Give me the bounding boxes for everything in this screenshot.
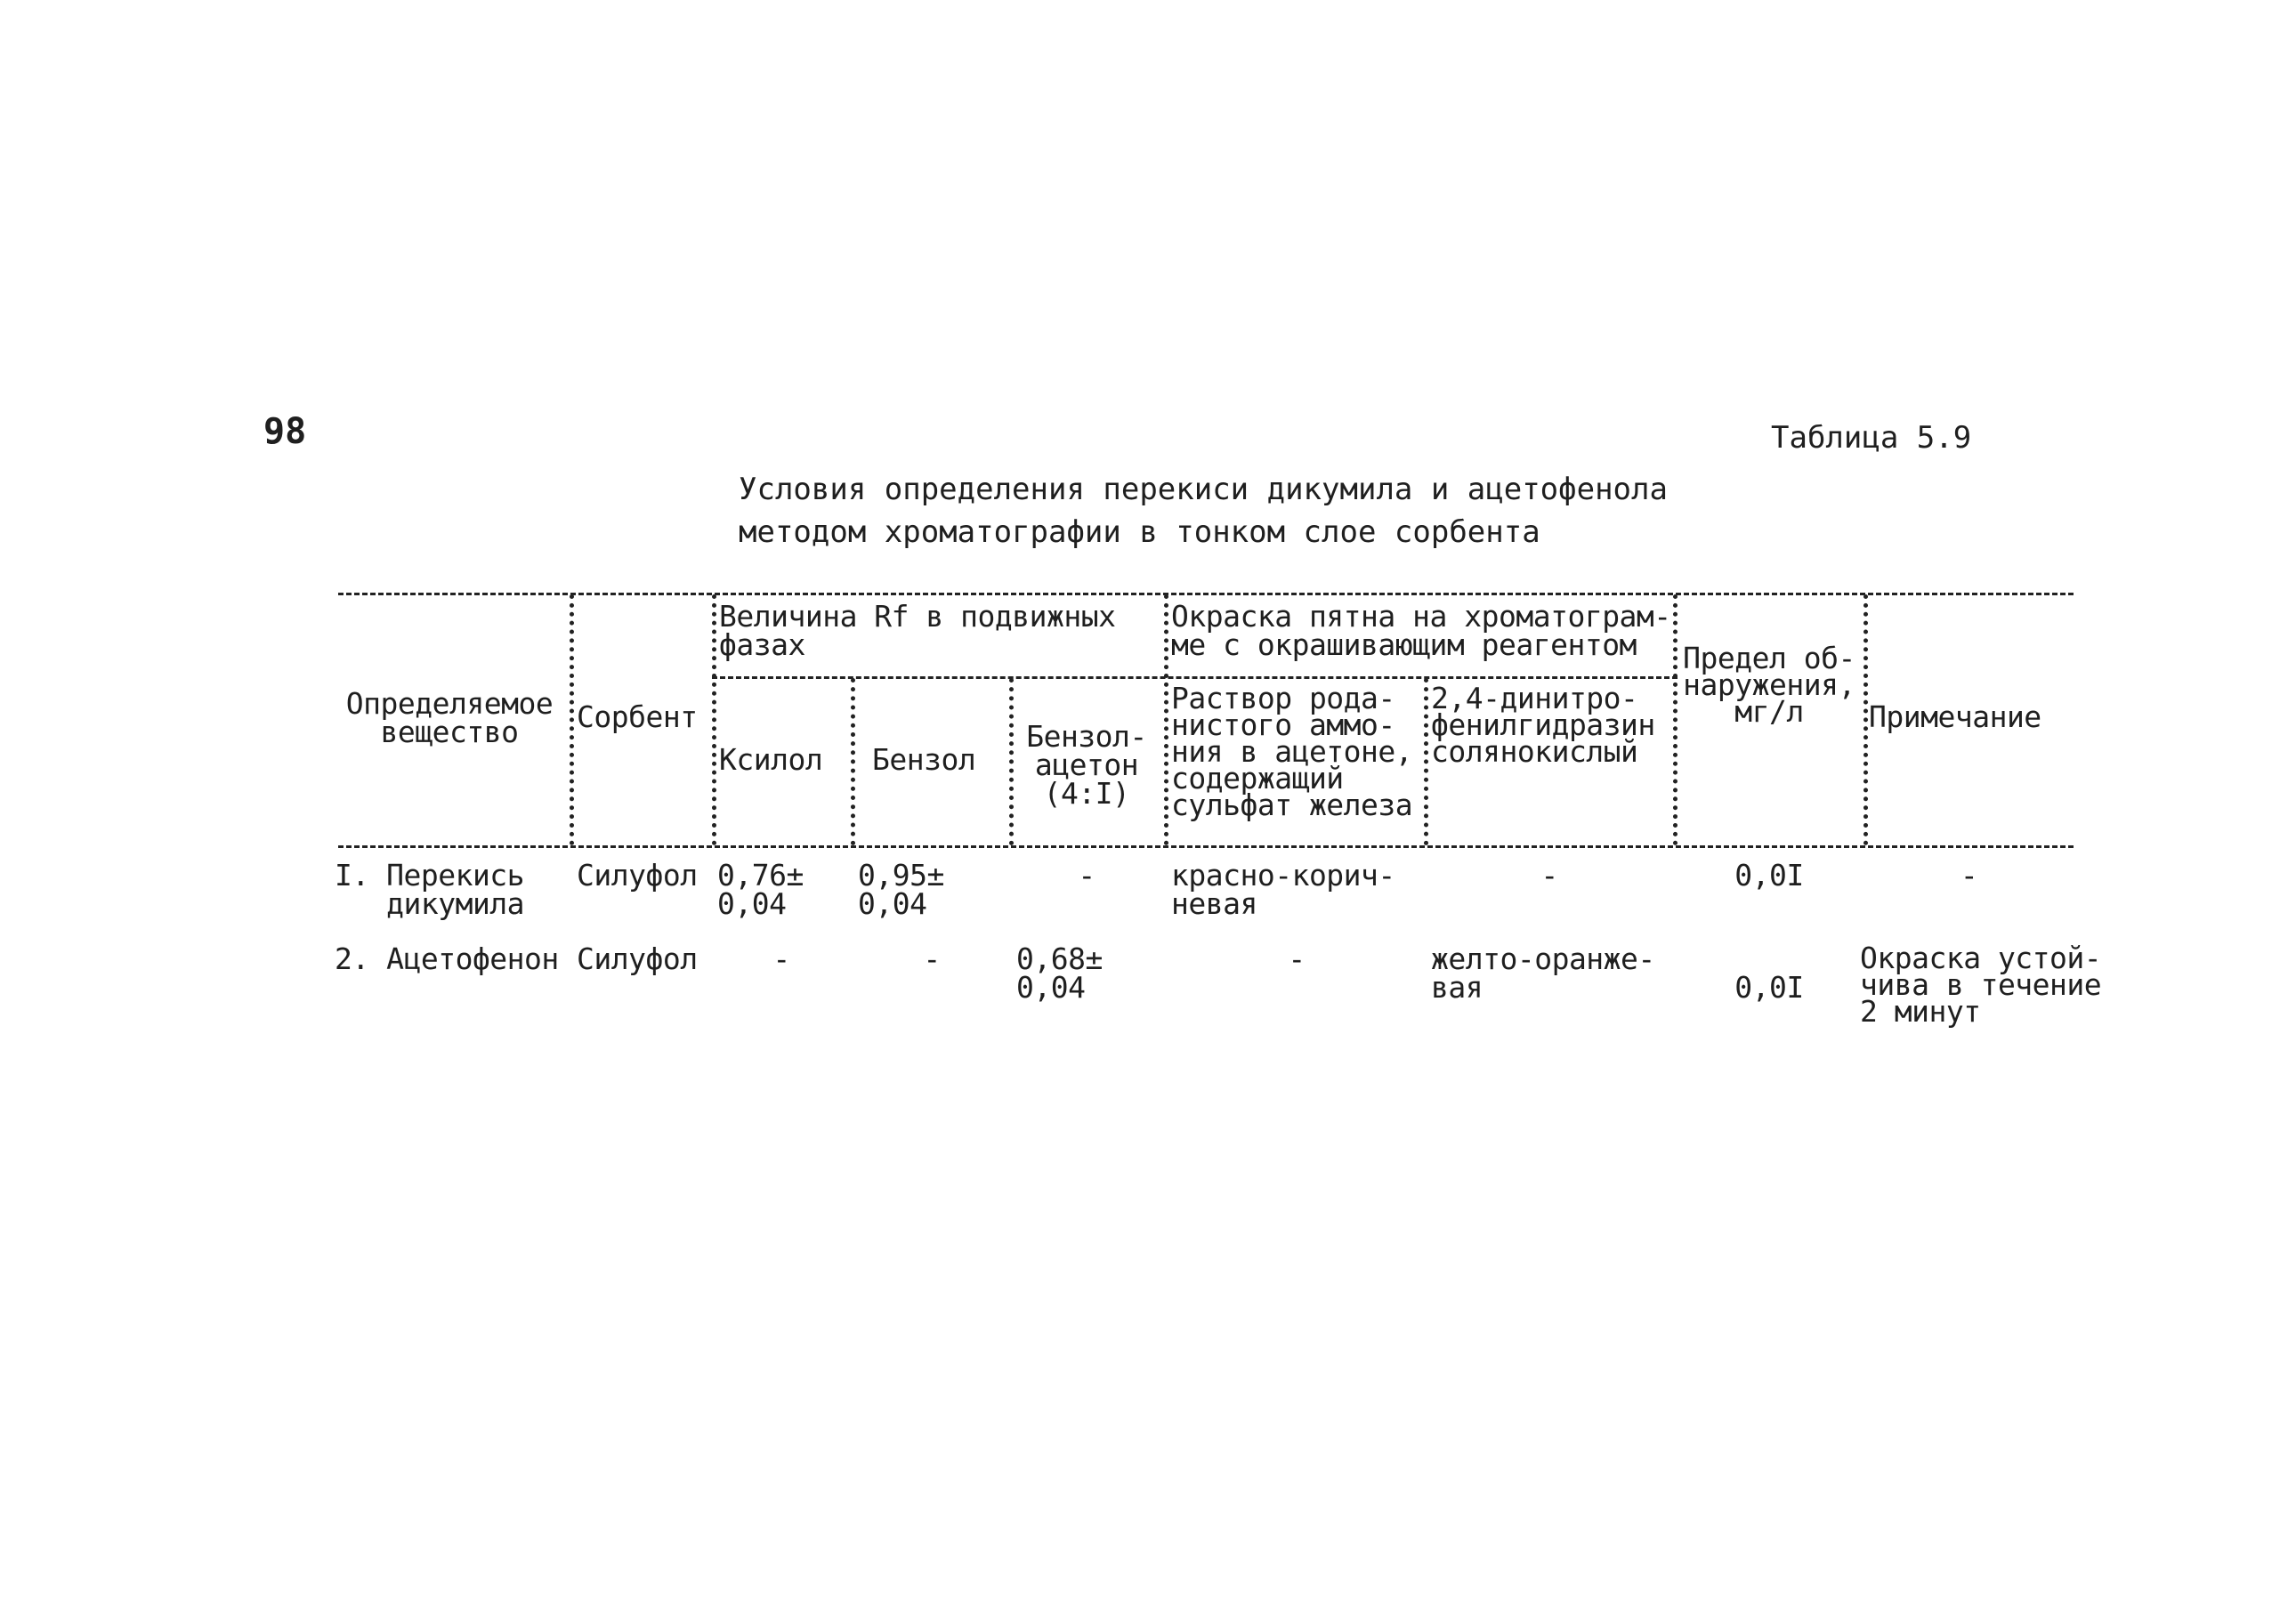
column-separator <box>570 594 574 845</box>
header-reagent-dnph: 2,4-динитро- фенилгидразин солянокислый <box>1431 681 1655 769</box>
row-2-benzene: - <box>923 941 941 976</box>
header-substance: Определяемое вещество <box>345 686 554 749</box>
row-2-benzene-acetone: 0,68± 0,04 <box>1016 941 1103 1005</box>
row-1-benzene-acetone: - <box>1078 858 1095 893</box>
row-1-sorbent: Силуфол <box>577 858 698 893</box>
table-caption-line-1: Условия определения перекиси дикумила и ацетофенола <box>739 472 1668 507</box>
row-2-note: Окраска устой- чива в течение 2 минут <box>1860 941 2102 1029</box>
header-reagent-thiocyanate: Раствор рода- нистого аммо- ния в ацетоне, содержащий сульфат железа <box>1171 681 1413 822</box>
header-rf-group: Величина Rf в подвижных фазах <box>719 599 1116 662</box>
column-separator <box>712 594 716 845</box>
row-2-reagent-thiocyanate: - <box>1288 941 1306 976</box>
header-detection-limit: Предел об- наружения, мг/л <box>1683 641 1855 729</box>
column-separator <box>1009 678 1014 845</box>
column-separator <box>1673 594 1678 845</box>
page-number: 98 <box>263 411 307 452</box>
header-benzene: Бензол <box>872 742 976 777</box>
table-caption-line-2: методом хроматографии в тонком слое сорбента <box>739 514 1540 550</box>
row-1-benzene: 0,95± 0,04 <box>858 858 944 921</box>
row-1-xylene: 0,76± 0,04 <box>717 858 804 921</box>
table-top-rule <box>338 593 2074 595</box>
table-label: Таблица 5.9 <box>1771 420 1972 456</box>
header-benzene-acetone: Бензол- ацетон (4:I) <box>1026 719 1147 811</box>
column-separator <box>1164 594 1168 845</box>
header-xylene: Ксилол <box>719 742 823 777</box>
header-stain-group: Окраска пятна на хроматограм- ме с окрашивающим реагентом <box>1171 599 1671 662</box>
row-2-reagent-dnph: желто-оранже- вая <box>1431 941 1655 1005</box>
row-1-reagent-dnph: - <box>1540 858 1558 893</box>
header-note: Примечание <box>1869 699 2041 734</box>
table-header-bottom-rule <box>338 845 2074 848</box>
column-separator <box>1424 678 1428 845</box>
row-2-xylene: - <box>772 941 790 976</box>
row-2-sorbent: Силуфол <box>577 941 698 976</box>
column-separator <box>1863 594 1868 845</box>
header-sorbent: Сорбент <box>577 699 698 734</box>
row-1-substance: I. Перекись дикумила <box>335 858 525 921</box>
column-separator <box>851 678 855 845</box>
row-2-detection-limit: 0,0I <box>1734 970 1804 1005</box>
row-1-note: - <box>1960 858 1978 893</box>
row-1-reagent-thiocyanate: красно-корич- невая <box>1171 858 1395 921</box>
row-1-detection-limit: 0,0I <box>1734 858 1804 893</box>
table-subheader-rule <box>712 676 1678 679</box>
row-2-substance: 2. Ацетофенон <box>335 941 559 976</box>
